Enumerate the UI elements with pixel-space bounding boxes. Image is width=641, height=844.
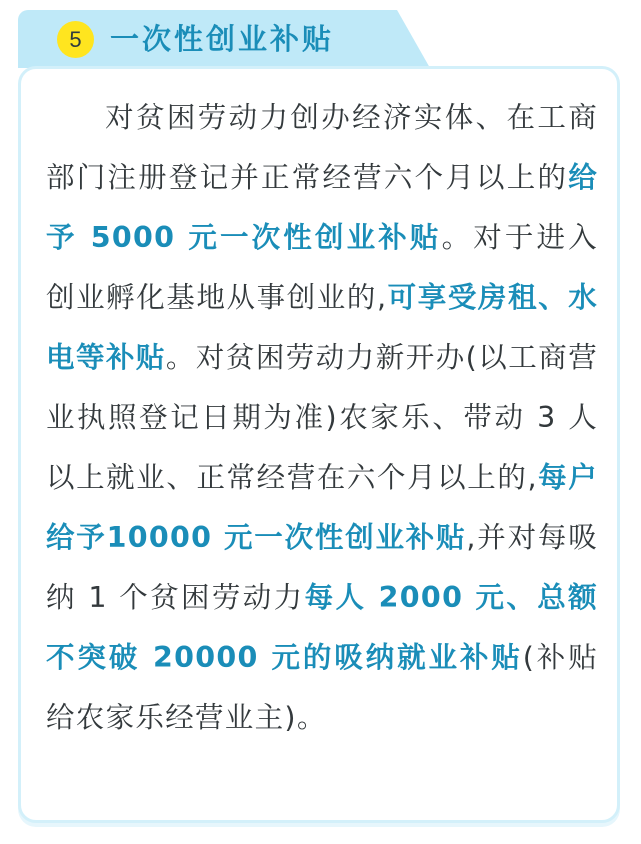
policy-paragraph [46, 88, 598, 748]
text-segment: 。对贫困劳动力新开办(以工商营业执照登记日期为准)农家乐、带动 3 人以上就业、正常经营在六个月以上的, [46, 341, 598, 494]
highlight-segment: 可享受房租、水电等补贴 [46, 281, 598, 374]
highlight-segment: 每人 2000 元、总额不突破 20000 元的吸纳就业补贴 [46, 581, 598, 674]
text-segment: ,并对每吸纳 1 个贫困劳动力 [46, 521, 598, 614]
text-segment: 。对于进入创业孵化基地从事创业的, [46, 221, 598, 314]
highlight-segment: 每户给予10000 元一次性创业补贴 [46, 461, 598, 554]
section-number-badge: 5 [57, 21, 94, 58]
highlight-segment: 给予 5000 元一次性创业补贴 [46, 161, 598, 254]
text-segment: (补贴给农家乐经营业主)。 [46, 641, 598, 734]
section-title: 一次性创业补贴 [110, 22, 335, 56]
text-segment: 对贫困劳动力创办经济实体、在工商部门注册登记并正常经营六个月以上的 [46, 101, 598, 194]
